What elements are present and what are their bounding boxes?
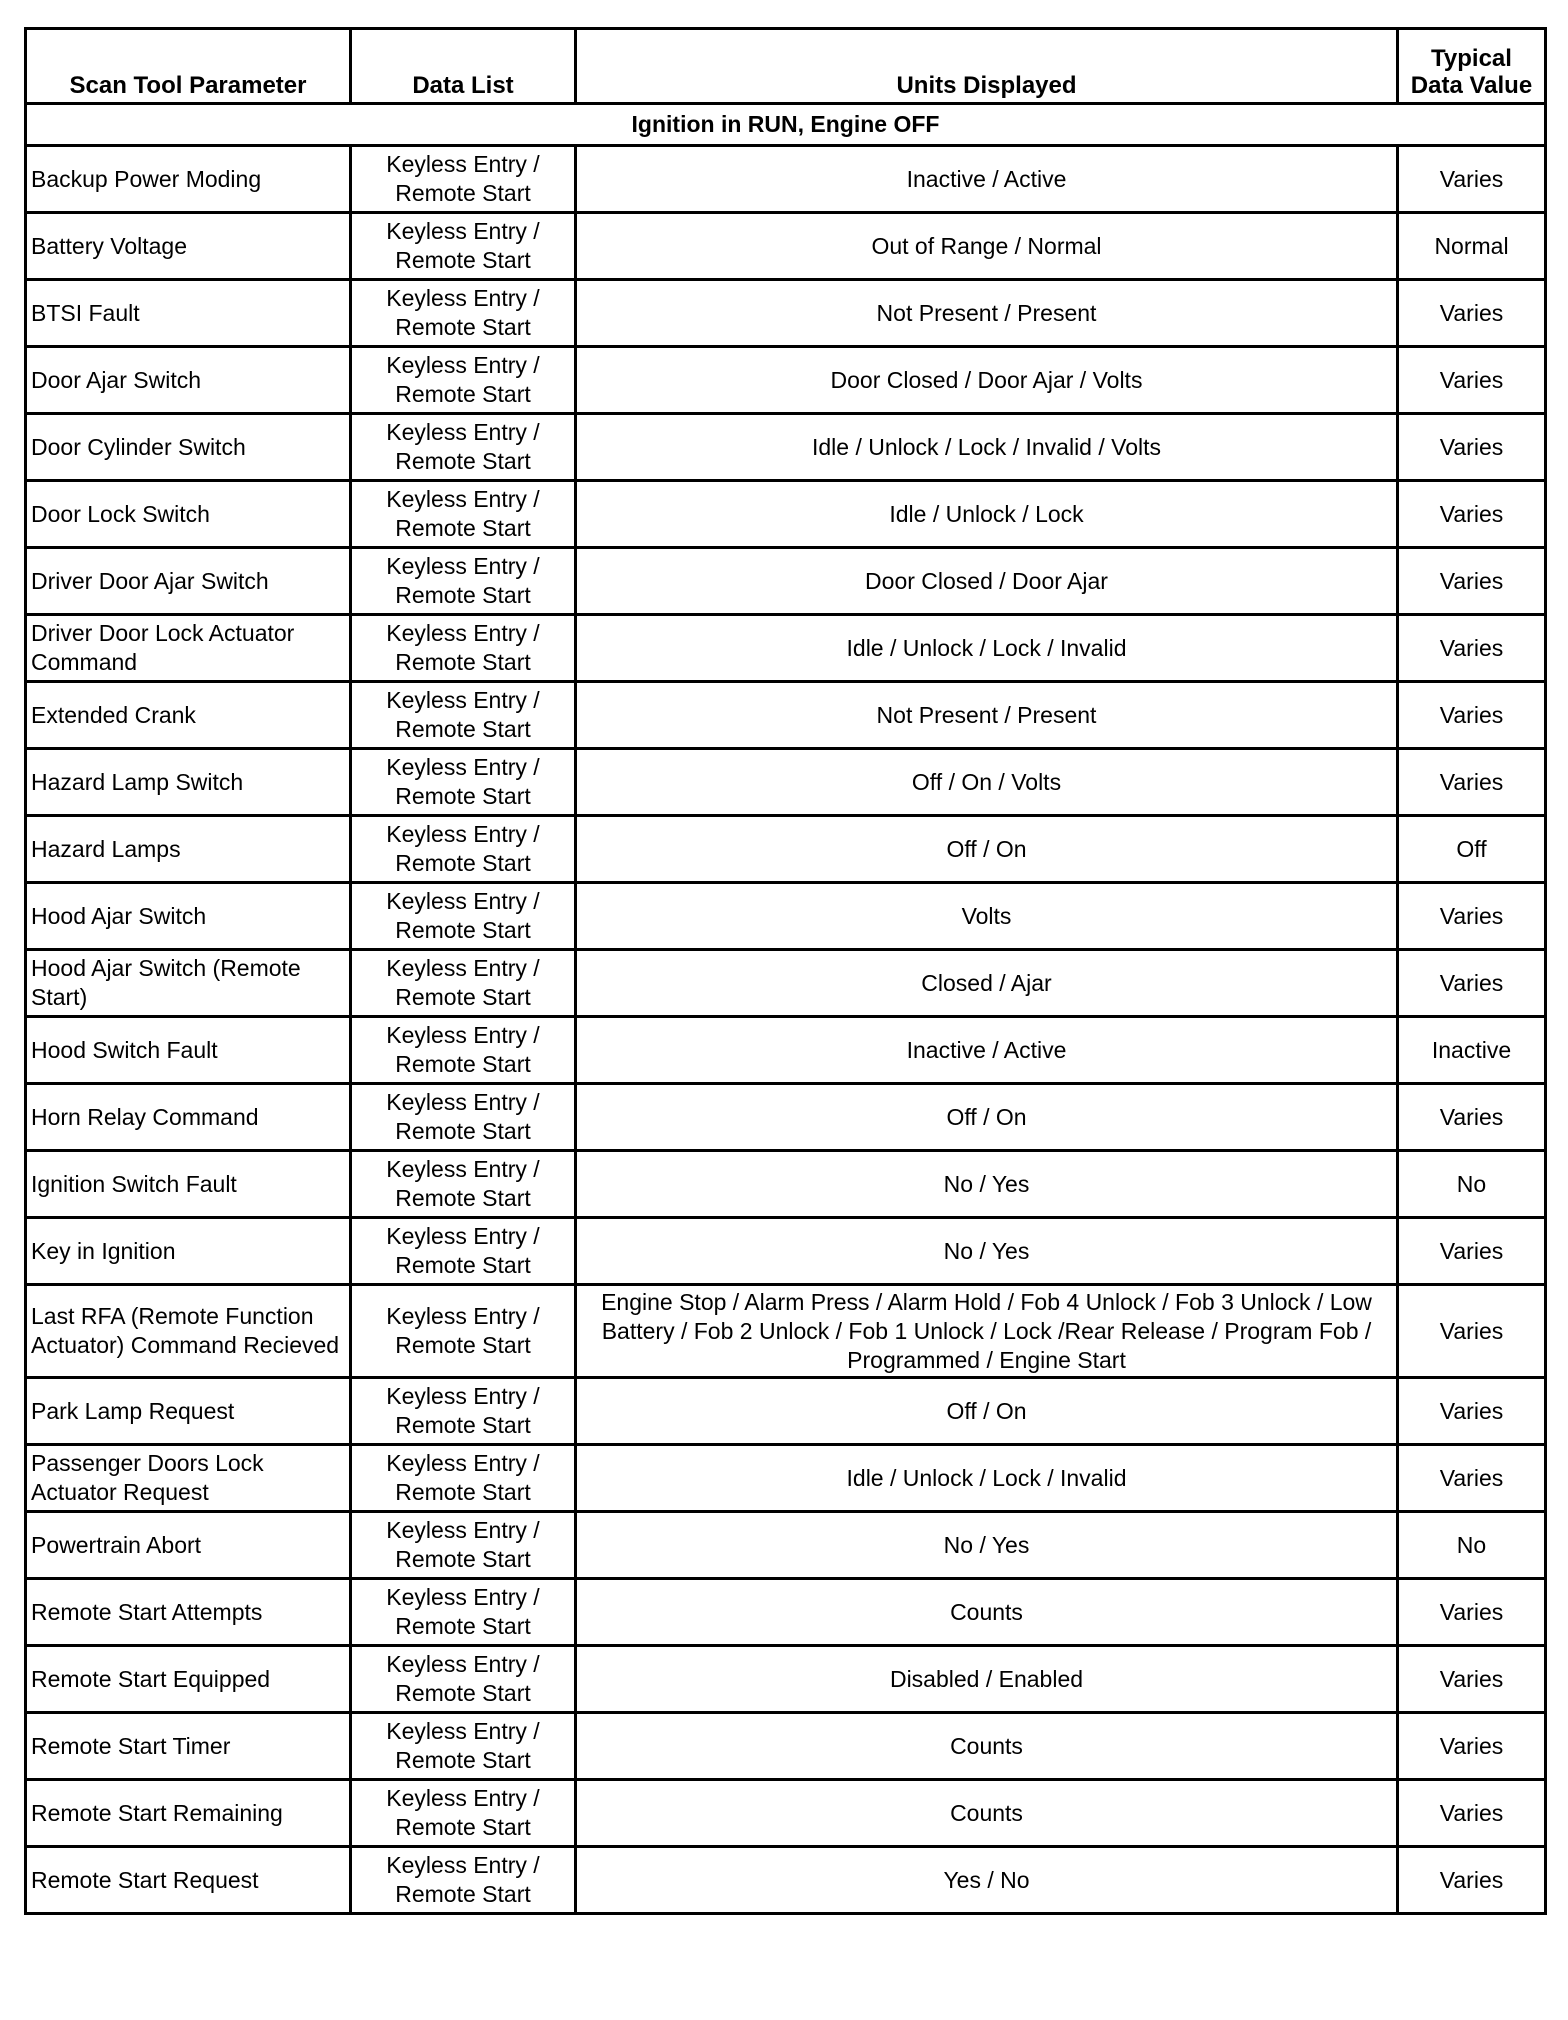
data-list-line2: Remote Start (395, 649, 531, 675)
cell-units-displayed: Not Present / Present (576, 682, 1398, 749)
cell-typical-value: Varies (1398, 280, 1546, 347)
cell-parameter: Remote Start Request (26, 1847, 351, 1914)
cell-parameter: Passenger Doors Lock Actuator Request (26, 1445, 351, 1512)
data-list-line2: Remote Start (395, 582, 531, 608)
data-list-line2: Remote Start (395, 1747, 531, 1773)
data-table-page (24, 27, 1544, 1915)
data-list-line2: Remote Start (395, 1881, 531, 1907)
data-list-line2: Remote Start (395, 1252, 531, 1278)
cell-typical-value: Normal (1398, 213, 1546, 280)
cell-parameter: Remote Start Remaining (26, 1780, 351, 1847)
data-list-line1: Keyless Entry / (386, 285, 540, 311)
cell-data-list (351, 615, 576, 682)
header-units-displayed: Units Displayed (576, 29, 1398, 104)
cell-parameter: Backup Power Moding (26, 146, 351, 213)
data-list-line1: Keyless Entry / (386, 1651, 540, 1677)
data-list-line1: Keyless Entry / (386, 1785, 540, 1811)
data-list-line2: Remote Start (395, 1680, 531, 1706)
data-list-line1: Keyless Entry / (386, 419, 540, 445)
table-row (26, 1847, 1546, 1914)
table-row (26, 1780, 1546, 1847)
data-list-line1: Keyless Entry / (386, 888, 540, 914)
table-row (26, 682, 1546, 749)
cell-data-list (351, 1713, 576, 1780)
cell-typical-value: Varies (1398, 950, 1546, 1017)
cell-units-displayed: Door Closed / Door Ajar (576, 548, 1398, 615)
cell-units-displayed: Out of Range / Normal (576, 213, 1398, 280)
data-list-line1: Keyless Entry / (386, 151, 540, 177)
cell-typical-value: Off (1398, 816, 1546, 883)
cell-data-list (351, 1646, 576, 1713)
table-row (26, 1445, 1546, 1512)
cell-typical-value: Varies (1398, 146, 1546, 213)
cell-units-displayed: Off / On (576, 1084, 1398, 1151)
cell-typical-value: Varies (1398, 1579, 1546, 1646)
data-list-line2: Remote Start (395, 314, 531, 340)
data-list-line1: Keyless Entry / (386, 1718, 540, 1744)
cell-units-displayed: Off / On (576, 1378, 1398, 1445)
table-row (26, 280, 1546, 347)
cell-parameter: Remote Start Timer (26, 1713, 351, 1780)
cell-units-displayed: No / Yes (576, 1218, 1398, 1285)
cell-units-displayed: Disabled / Enabled (576, 1646, 1398, 1713)
cell-units-displayed: Inactive / Active (576, 146, 1398, 213)
cell-units-displayed: Door Closed / Door Ajar / Volts (576, 347, 1398, 414)
table-row (26, 146, 1546, 213)
cell-typical-value: Varies (1398, 347, 1546, 414)
data-list-line1: Keyless Entry / (386, 821, 540, 847)
cell-parameter: Park Lamp Request (26, 1378, 351, 1445)
header-typical-line2: Data Value (1410, 72, 1533, 99)
cell-typical-value: Varies (1398, 1445, 1546, 1512)
data-list-line1: Keyless Entry / (386, 1156, 540, 1182)
table-row (26, 1017, 1546, 1084)
cell-typical-value: Varies (1398, 481, 1546, 548)
data-list-line2: Remote Start (395, 1479, 531, 1505)
cell-typical-value: Varies (1398, 1084, 1546, 1151)
cell-parameter: Door Ajar Switch (26, 347, 351, 414)
header-typical-data-value (1398, 29, 1546, 104)
cell-parameter: BTSI Fault (26, 280, 351, 347)
cell-typical-value: Varies (1398, 615, 1546, 682)
data-list-line1: Keyless Entry / (386, 955, 540, 981)
data-list-line2: Remote Start (395, 247, 531, 273)
cell-typical-value: Varies (1398, 1847, 1546, 1914)
data-list-line2: Remote Start (395, 515, 531, 541)
cell-parameter: Horn Relay Command (26, 1084, 351, 1151)
cell-data-list (351, 816, 576, 883)
cell-parameter: Hazard Lamps (26, 816, 351, 883)
cell-data-list (351, 1218, 576, 1285)
cell-typical-value: Varies (1398, 1285, 1546, 1378)
data-list-line2: Remote Start (395, 448, 531, 474)
cell-data-list (351, 950, 576, 1017)
cell-typical-value: Inactive (1398, 1017, 1546, 1084)
cell-units-displayed: Idle / Unlock / Lock / Invalid (576, 1445, 1398, 1512)
cell-data-list (351, 1378, 576, 1445)
table-row (26, 615, 1546, 682)
table-row (26, 1218, 1546, 1285)
data-list-line1: Keyless Entry / (386, 1022, 540, 1048)
table-row (26, 213, 1546, 280)
data-list-line2: Remote Start (395, 180, 531, 206)
section-title: Ignition in RUN, Engine OFF (26, 104, 1546, 146)
data-list-line1: Keyless Entry / (386, 754, 540, 780)
cell-parameter: Door Lock Switch (26, 481, 351, 548)
header-row (26, 29, 1546, 104)
cell-typical-value: Varies (1398, 548, 1546, 615)
data-list-line1: Keyless Entry / (386, 620, 540, 646)
cell-parameter: Last RFA (Remote Function Actuator) Command Recieved (26, 1285, 351, 1378)
table-row (26, 749, 1546, 816)
cell-data-list (351, 749, 576, 816)
header-typical-line1: Typical (1431, 45, 1512, 72)
table-row (26, 1579, 1546, 1646)
cell-typical-value: Varies (1398, 1646, 1546, 1713)
cell-units-displayed: Off / On (576, 816, 1398, 883)
table-row (26, 950, 1546, 1017)
table-header (26, 29, 1546, 104)
data-list-line1: Keyless Entry / (386, 687, 540, 713)
cell-typical-value: Varies (1398, 749, 1546, 816)
cell-typical-value: Varies (1398, 1378, 1546, 1445)
header-data-list: Data List (351, 29, 576, 104)
table-row (26, 1646, 1546, 1713)
cell-units-displayed: No / Yes (576, 1151, 1398, 1218)
cell-units-displayed: No / Yes (576, 1512, 1398, 1579)
cell-data-list (351, 280, 576, 347)
cell-data-list (351, 1084, 576, 1151)
data-list-line2: Remote Start (395, 1185, 531, 1211)
section-row (26, 104, 1546, 146)
cell-units-displayed: Closed / Ajar (576, 950, 1398, 1017)
cell-units-displayed: Idle / Unlock / Lock (576, 481, 1398, 548)
cell-parameter: Driver Door Lock Actuator Command (26, 615, 351, 682)
cell-units-displayed: Off / On / Volts (576, 749, 1398, 816)
table-row (26, 883, 1546, 950)
data-list-line1: Keyless Entry / (386, 1450, 540, 1476)
table-row (26, 1512, 1546, 1579)
cell-parameter: Door Cylinder Switch (26, 414, 351, 481)
table-body (26, 104, 1546, 1914)
cell-data-list (351, 883, 576, 950)
data-list-line1: Keyless Entry / (386, 352, 540, 378)
data-list-line2: Remote Start (395, 381, 531, 407)
cell-data-list (351, 1445, 576, 1512)
data-list-line1: Keyless Entry / (386, 1383, 540, 1409)
cell-parameter: Extended Crank (26, 682, 351, 749)
cell-data-list (351, 1151, 576, 1218)
cell-typical-value: No (1398, 1151, 1546, 1218)
table-row (26, 481, 1546, 548)
cell-typical-value: No (1398, 1512, 1546, 1579)
cell-data-list (351, 213, 576, 280)
cell-data-list (351, 481, 576, 548)
data-list-line2: Remote Start (395, 850, 531, 876)
cell-units-displayed: Volts (576, 883, 1398, 950)
table-row (26, 1084, 1546, 1151)
data-list-line2: Remote Start (395, 1613, 531, 1639)
table-row (26, 816, 1546, 883)
cell-data-list (351, 1579, 576, 1646)
cell-units-displayed: Counts (576, 1780, 1398, 1847)
cell-typical-value: Varies (1398, 1713, 1546, 1780)
cell-data-list (351, 1512, 576, 1579)
cell-data-list (351, 548, 576, 615)
data-list-line1: Keyless Entry / (386, 486, 540, 512)
table-row (26, 1713, 1546, 1780)
cell-units-displayed: Idle / Unlock / Lock / Invalid (576, 615, 1398, 682)
data-list-line2: Remote Start (395, 716, 531, 742)
table-row (26, 1285, 1546, 1378)
table-row (26, 414, 1546, 481)
header-scan-tool-parameter: Scan Tool Parameter (26, 29, 351, 104)
cell-data-list (351, 1780, 576, 1847)
cell-typical-value: Varies (1398, 414, 1546, 481)
cell-parameter: Hood Switch Fault (26, 1017, 351, 1084)
cell-typical-value: Varies (1398, 1780, 1546, 1847)
data-list-line2: Remote Start (395, 1332, 531, 1358)
cell-units-displayed: Yes / No (576, 1847, 1398, 1914)
cell-units-displayed: Idle / Unlock / Lock / Invalid / Volts (576, 414, 1398, 481)
cell-units-displayed: Counts (576, 1713, 1398, 1780)
cell-parameter: Driver Door Ajar Switch (26, 548, 351, 615)
data-list-line1: Keyless Entry / (386, 218, 540, 244)
cell-data-list (351, 1847, 576, 1914)
data-list-line1: Keyless Entry / (386, 1517, 540, 1543)
cell-typical-value: Varies (1398, 1218, 1546, 1285)
cell-data-list (351, 682, 576, 749)
cell-units-displayed: Counts (576, 1579, 1398, 1646)
table-row (26, 1151, 1546, 1218)
data-list-line2: Remote Start (395, 1814, 531, 1840)
cell-typical-value: Varies (1398, 883, 1546, 950)
data-list-line1: Keyless Entry / (386, 1223, 540, 1249)
cell-parameter: Hood Ajar Switch (26, 883, 351, 950)
data-list-line1: Keyless Entry / (386, 1584, 540, 1610)
table-row (26, 1378, 1546, 1445)
cell-parameter: Powertrain Abort (26, 1512, 351, 1579)
table-row (26, 548, 1546, 615)
data-list-line2: Remote Start (395, 783, 531, 809)
cell-parameter: Battery Voltage (26, 213, 351, 280)
cell-parameter: Remote Start Equipped (26, 1646, 351, 1713)
cell-parameter: Hood Ajar Switch (Remote Start) (26, 950, 351, 1017)
cell-parameter: Key in Ignition (26, 1218, 351, 1285)
data-list-line2: Remote Start (395, 917, 531, 943)
data-list-line2: Remote Start (395, 1118, 531, 1144)
cell-parameter: Ignition Switch Fault (26, 1151, 351, 1218)
cell-parameter: Hazard Lamp Switch (26, 749, 351, 816)
cell-data-list (351, 347, 576, 414)
data-list-line1: Keyless Entry / (386, 1303, 540, 1329)
cell-units-displayed: Inactive / Active (576, 1017, 1398, 1084)
cell-data-list (351, 146, 576, 213)
data-list-line2: Remote Start (395, 1051, 531, 1077)
data-list-line1: Keyless Entry / (386, 1089, 540, 1115)
cell-typical-value: Varies (1398, 682, 1546, 749)
cell-units-displayed: Engine Stop / Alarm Press / Alarm Hold / Fob 4 Unlock / Fob 3 Unlock / Low Battery / Fob 2 Unlock / Fob 1 Unlock / Lock /Rear Release / Program Fob / Programmed / Engine Start (576, 1285, 1398, 1378)
data-list-line1: Keyless Entry / (386, 1852, 540, 1878)
scan-tool-data-table (24, 27, 1547, 1915)
cell-units-displayed: Not Present / Present (576, 280, 1398, 347)
table-row (26, 347, 1546, 414)
cell-data-list (351, 414, 576, 481)
cell-data-list (351, 1285, 576, 1378)
data-list-line2: Remote Start (395, 1546, 531, 1572)
cell-data-list (351, 1017, 576, 1084)
data-list-line2: Remote Start (395, 1412, 531, 1438)
data-list-line2: Remote Start (395, 984, 531, 1010)
data-list-line1: Keyless Entry / (386, 553, 540, 579)
cell-parameter: Remote Start Attempts (26, 1579, 351, 1646)
